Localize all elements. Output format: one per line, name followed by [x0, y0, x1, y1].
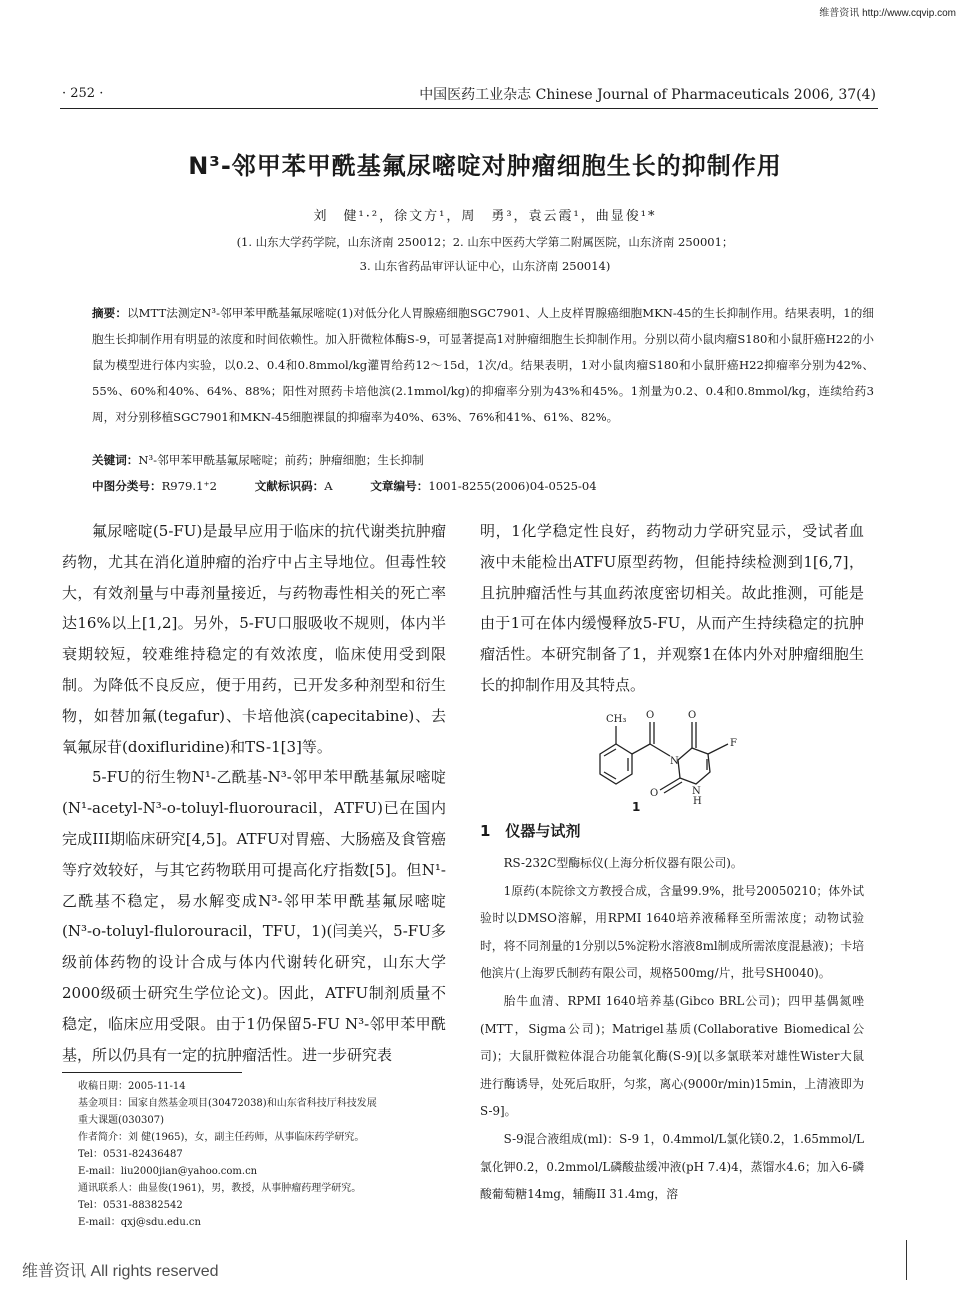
- fluorine-label: F: [730, 738, 737, 749]
- drug-paragraph: 1原药(本院徐文方教授合成，含量99.9%，批号20050210；体外试验时以DMSO溶解，用RPMI 1640培养液稀释至所需浓度；动物试验时，将不同剂量的1分别以5%淀粉水溶液8ml制成所需浓度混悬液)；卡培他滨片(上海罗氏制药有限公司，规格500mg/片，批号SH0040)。: [480, 883, 864, 981]
- site-watermark: 维普资讯 http://www.cqvip.com: [819, 8, 956, 19]
- footnote-fund-cont: 重大课题(030307): [78, 1115, 164, 1126]
- section-heading: 1 仪器与试剂: [480, 822, 581, 840]
- reagent-paragraph: 胎牛血清、RPMI 1640培养基(Gibco BRL公司)；四甲基偶氮唑(MTT，Sigma公司)；Matrigel基质(Collaborative Biomedical公司)；大鼠肝微粒体混合功能氧化酶(S-9)[以多氯联苯对雄性Wister大鼠进行酶诱导，处死后取肝，匀浆，离心(9000r/min)15min，上清液即为S-9]。: [480, 993, 864, 1119]
- footnote-received: 收稿日期：2005-11-14: [78, 1081, 186, 1092]
- oxygen-label: O: [688, 710, 697, 721]
- instrument-paragraph: RS-232C型酶标仪(上海分析仪器有限公司)。: [503, 856, 743, 870]
- abstract: [92, 300, 874, 430]
- classification-line: [92, 478, 631, 494]
- article-number-label: 文章编号：: [370, 479, 429, 493]
- nitrogen-label: N: [670, 756, 679, 767]
- abstract-text: 以MTT法测定N³-邻甲苯甲酰基氟尿嘧啶(1)对低分化人胃腺癌细胞SGC7901、人上皮样胃腺癌细胞MKN-45的生长抑制作用。结果表明，1的细胞生长抑制作用有明显的浓度和时间依赖性。加入肝微粒体酶S-9，可显著提高1对肿瘤细胞生长抑制作用。分别以荷小鼠肉瘤S180和小鼠肝癌H22的小鼠为模型进行体内实验，以0.2、0.4和0.8mmol/kg灌胃给药12～15d，1次/d。结果表明，1对小鼠肉瘤S180和小鼠肝癌H22抑瘤率分别为42%、55%、60%和40%、64%、88%；阳性对照药卡培他滨(2.1mmol/kg)的抑瘤率分别为43%和45%。1剂量为0.2、0.4和0.8mmol/kg，连续给药3周，对分别移植SGC7901和MKN-45细胞裸鼠的抑瘤率为40%、63%、76%和41%、61%、82%。: [92, 306, 874, 424]
- affiliation-line-1: (1. 山东大学药学院，山东济南 250012；2. 山东中医药大学第二附属医院，山东济南 250001；: [236, 235, 734, 249]
- footnote-author: 作者简介：刘 健(1965)，女，副主任药师，从事临床药学研究。: [78, 1132, 365, 1143]
- right-column-section: [480, 850, 864, 1209]
- body-paragraph-3: 明，1化学稳定性良好，药物动力学研究显示，受试者血液中未能检出ATFU原型药物，但能持续检测到1[6,7]，且抗肿瘤活性与其血药浓度密切相关。故此推测，可能是由于1可在体内缓慢释放5-FU，从而产生持续稳定的抗肿瘤活性。本研究制备了1，并观察1在体内外对肿瘤细胞生长的抑制作用及其特点。: [480, 522, 864, 694]
- doc-label: 文献标识码：: [254, 479, 325, 493]
- keywords: [92, 452, 424, 468]
- oxygen-label: O: [650, 788, 659, 799]
- right-column-intro: [480, 516, 864, 701]
- header-rule: [60, 108, 878, 109]
- footnote-email: E-mail：liu2000jian@yahoo.com.cn: [78, 1166, 258, 1177]
- footnote-rule: [62, 1072, 242, 1073]
- body-paragraph-1: 氟尿嘧啶(5-FU)是最早应用于临床的抗代谢类抗肿瘤药物，尤其在消化道肿瘤的治疗中占主导地位。但毒性较大，有效剂量与中毒剂量接近，与药物毒性相关的死亡率达16%以上[1,2]。另外，5-FU口服吸收不规则，体内半衰期较短，较难维持稳定的有效浓度，临床使用受到限制。为降低不良反应，便于用药，已开发多种剂型和衍生物，如替加氟(tegafur)、卡培他滨(capecitabine)、去氧氟尿苷(doxifluridine)和TS-1[3]等。: [62, 522, 446, 756]
- chemical-structure: [586, 692, 766, 812]
- article-title: N³-邻甲苯甲酰基氟尿嘧啶对肿瘤细胞生长的抑制作用: [188, 152, 782, 180]
- footnote-tel: Tel：0531-88382542: [78, 1200, 183, 1211]
- footnotes: [78, 1078, 448, 1231]
- journal-header: 中国医药工业杂志 Chinese Journal of Pharmaceuticals 2006, 37(4): [419, 87, 876, 103]
- author-list: 刘 健¹·²，徐文方¹，周 勇³，袁云霞¹，曲显俊¹*: [313, 209, 657, 224]
- footnote-fund: 基金项目：国家自然基金项目(30472038)和山东省科技厅科技发展: [78, 1098, 377, 1109]
- compound-number: 1: [632, 800, 641, 814]
- class-label: 中图分类号：: [92, 479, 162, 493]
- ch3-label: CH₃: [606, 714, 627, 725]
- keywords-text: N³-邻甲苯甲酰基氟尿嘧啶；前药；肿瘤细胞；生长抑制: [138, 453, 424, 467]
- footnote-email: E-mail：qxj@sdu.edu.cn: [78, 1217, 201, 1228]
- class-value: R979.1⁺2: [161, 479, 217, 493]
- oxygen-label: O: [646, 710, 655, 721]
- left-column: [62, 516, 446, 1070]
- body-paragraph-2: 5-FU的衍生物N¹-乙酰基-N³-邻甲苯甲酰基氟尿嘧啶(N¹-acetyl-N³-o-toluyl-fluorouracil，ATFU)已在国内完成III期临床研究[4,5]。ATFU对胃癌、大肠癌及食管癌等疗效较好，与其它药物联用可提高化疗指数[5]。但N¹-乙酰基不稳定，易水解变成N³-邻甲苯甲酰基氟尿嘧啶(N³-o-toluyl-flulorouracil，TFU，1)(闫美兴，5-FU多级前体药物的设计合成与体内代谢转化研究，山东大学2000级硕士研究生学位论文)。因此，ATFU制剂质量不稳定，临床应用受限。由于1仍保留5-FU N³-邻甲苯甲酰基，所以仍具有一定的抗肿瘤活性。进一步研究表: [62, 768, 446, 1064]
- scan-edge-line: [906, 1240, 907, 1280]
- article-number-value: 1001-8255(2006)04-0525-04: [428, 479, 597, 493]
- doc-value: A: [324, 479, 333, 493]
- footnote-tel: Tel：0531-82436487: [78, 1149, 183, 1160]
- keywords-label: 关键词：: [92, 453, 139, 467]
- affiliation-line-2: 3. 山东省药品审评认证中心，山东济南 250014): [359, 259, 611, 273]
- hydrogen-label: H: [693, 796, 702, 807]
- nitrogen-label: N: [692, 786, 701, 797]
- page-number: · 252 ·: [62, 86, 104, 101]
- abstract-label: 摘要：: [92, 306, 127, 320]
- bottom-watermark: 维普资讯 All rights reserved: [22, 1263, 219, 1280]
- footnote-contact: 通讯联系人：曲显俊(1961)，男，教授，从事肿瘤药理学研究。: [78, 1183, 362, 1194]
- s9-paragraph: S-9混合液组成(ml)：S-9 1，0.4mmol/L氯化镁0.2，1.65mmol/L氯化钾0.2，0.2mmol/L磷酸盐缓冲液(pH 7.4)4，蒸馏水4.6；加入6-磷酸葡萄糖14mg，辅酶II 31.4mg，溶: [480, 1131, 864, 1202]
